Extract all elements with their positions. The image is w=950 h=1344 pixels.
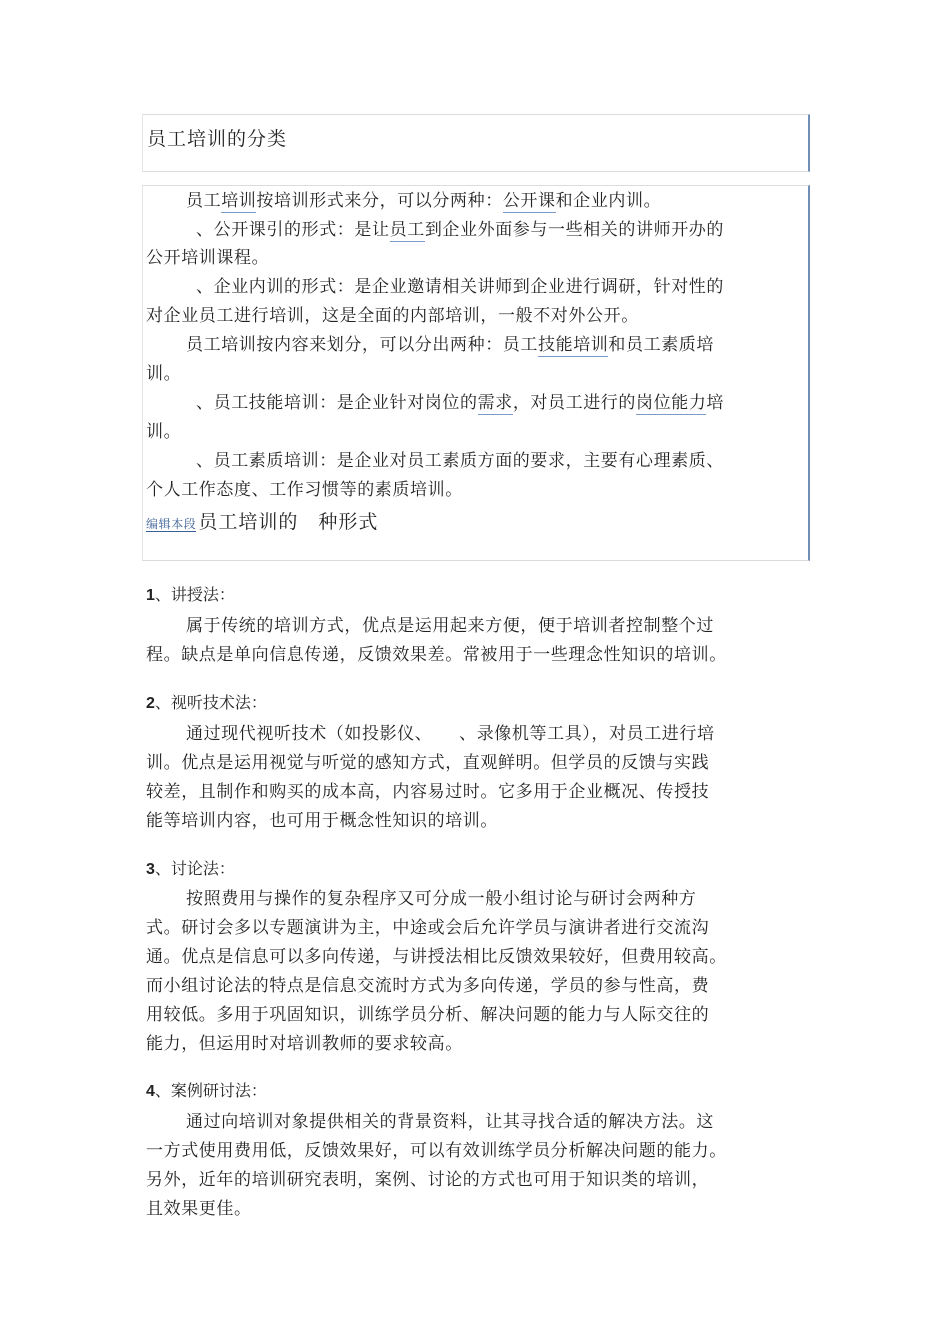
section-box [142,185,810,561]
paragraph-line [196,392,724,414]
method-heading-2: 2、视听技术法： [146,693,267,712]
paragraph-line: 程。缺点是单向信息传递，反馈效果差。常被用于一些理念性知识的培训。 [146,645,727,665]
paragraph-line: 能等培训内容，也可用于概念性知识的培训。 [146,811,498,831]
paragraph-line: 能力，但运用时对培训教师的要求较高。 [146,1034,463,1054]
text-run: 员工 [186,191,222,211]
paragraph-line: 、企业内训的形式：是企业邀请相关讲师到企业进行调研，针对性的 [196,277,724,297]
paragraph-line: 通过向培训对象提供相关的背景资料，让其寻找合适的解决方法。这 [186,1112,714,1132]
paragraph-line: 另外，近年的培训研究表明，案例、讨论的方式也可用于知识类的培训， [146,1170,710,1190]
page-title: 员工培训的分类 [147,128,288,150]
paragraph-line: 属于传统的培训方式，优点是运用起来方便，便于培训者控制整个过 [186,616,714,636]
paragraph-line: 且效果更佳。 [146,1199,252,1219]
edit-section-link[interactable]: 编辑本段 [146,517,197,531]
paragraph-line: 个人工作态度、工作习惯等的素质培训。 [146,480,463,500]
paragraph-line [196,219,724,241]
paragraph-line: 按照费用与操作的复杂程序又可分成一般小组讨论与研讨会两种方 [186,889,697,909]
paragraph-line: 通过现代视听技术（如投影仪、 、录像机等工具），对员工进行培 [186,724,715,744]
method-heading-1: 1、讲授法： [146,585,235,604]
method-heading-4: 4、案例研讨法： [146,1081,267,1100]
hyperlink-peixun[interactable]: 培训 [221,191,257,211]
hyperlink-jineng-peixun[interactable]: 技能培训 [538,335,609,355]
subsection-heading [146,511,378,535]
text-run: 到企业外面参与一些相关的讲师开办的 [424,220,725,240]
paragraph-line [186,190,661,212]
paragraph-line: 训。 [146,364,182,384]
paragraph-line: 对企业员工进行培训，这是全面的内部培训，一般不对外公开。 [146,306,639,326]
paragraph-line: 一方式使用费用低，反馈效果好，可以有效训练学员分析解决问题的能力。 [146,1141,727,1161]
hyperlink-gangwei-nengli[interactable]: 岗位能力 [636,393,707,413]
hyperlink-gongkaike[interactable]: 公开课 [502,191,556,211]
hyperlink-xuqiu[interactable]: 需求 [477,393,513,413]
method-heading-3: 3、讨论法： [146,859,235,878]
text-run: 员工培训按内容来划分，可以分出两种：员工 [186,335,538,355]
title-box [142,114,810,172]
hyperlink-yuangong[interactable]: 员工 [389,220,425,240]
text-run: 和员工素质培 [608,335,715,355]
paragraph-line: 训。优点是运用视觉与听觉的感知方式，直观鲜明。但学员的反馈与实践 [146,753,710,773]
paragraph-line: 用较低。多用于巩固知识，训练学员分析、解决问题的能力与人际交往的 [146,1005,710,1025]
paragraph-line: 公开培训课程。 [146,248,270,268]
paragraph-line: 、员工素质培训：是企业对员工素质方面的要求，主要有心理素质、 [196,451,724,471]
text-run: 培 [706,393,725,413]
text-run: 、员工技能培训：是企业针对岗位的 [196,393,478,413]
text-run: ，对员工进行的 [512,393,637,413]
paragraph-line: 较差，且制作和购买的成本高，内容易过时。它多用于企业概况、传授技 [146,782,710,802]
text-run: 按培训形式来分，可以分两种： [256,191,503,211]
paragraph-line: 式。研讨会多以专题演讲为主，中途或会后允许学员与演讲者进行交流沟 [146,918,710,938]
text-run: 和企业内训。 [555,191,662,211]
paragraph-line: 训。 [146,422,182,442]
subsection-title: 员工培训的 种形式 [198,511,379,533]
paragraph-line: 而小组讨论法的特点是信息交流时方式为多向传递，学员的参与性高，费 [146,976,710,996]
text-run: 、公开课引的形式：是让 [196,220,390,240]
paragraph-line [186,334,714,356]
paragraph-line: 通。优点是信息可以多向传递，与讲授法相比反馈效果较好，但费用较高。 [146,947,727,967]
